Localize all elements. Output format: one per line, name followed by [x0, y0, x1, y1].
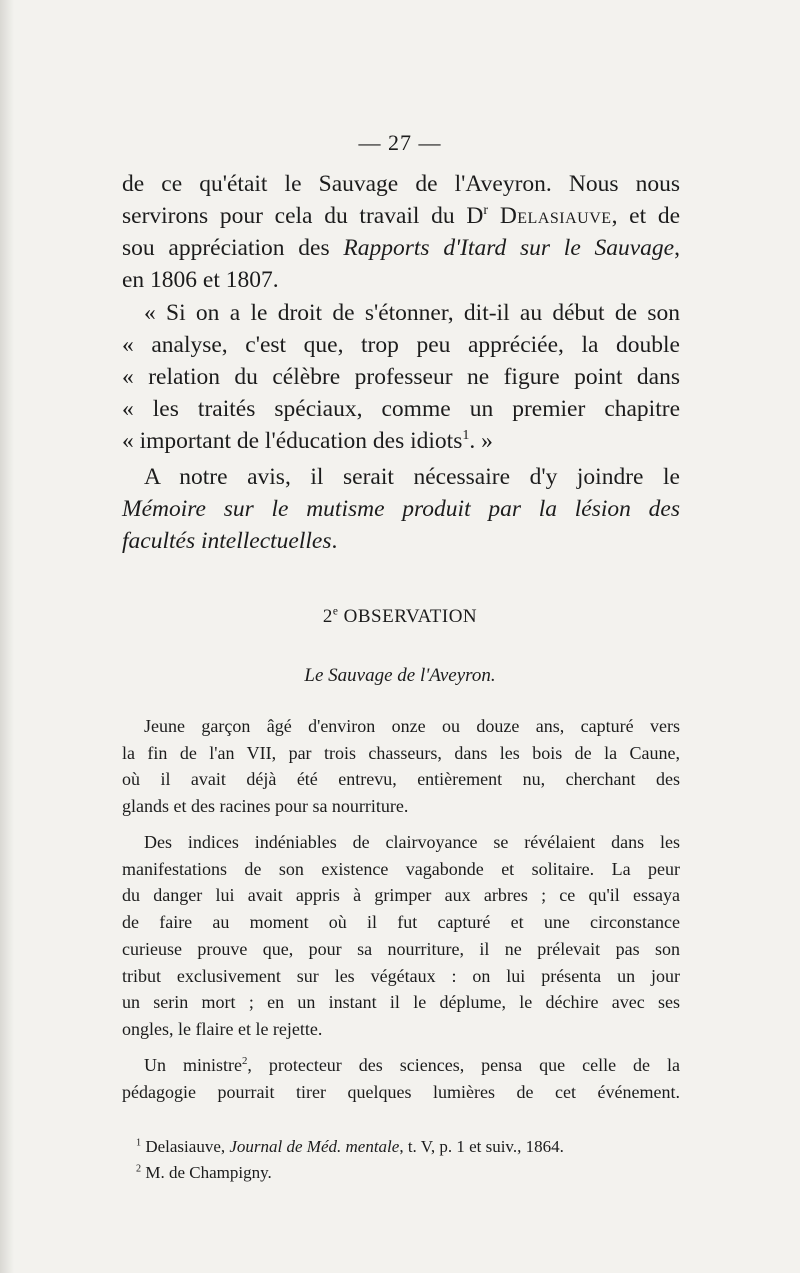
- footnote-ref: 2: [241, 1055, 248, 1067]
- paragraph-opinion: [122, 461, 680, 557]
- text-line: Un ministre$^2$, protecteur des sciences, pensa que celle de la: [144, 1055, 680, 1075]
- section-heading: 2e OBSERVATION: [322, 605, 478, 627]
- paragraph-capture: [122, 713, 680, 820]
- text-line: ongles, le flaire et le rejette.: [122, 1018, 323, 1039]
- text-line: pédagogie pourrait tirer quelques lumières de cet événement.: [122, 1081, 680, 1102]
- text-line: la fin de l'an VII, par trois chasseurs, dans les bois de la Caune,: [122, 742, 680, 763]
- text-line: où il avait déjà été entrevu, entièrement nu, cherchant des: [122, 769, 680, 790]
- page-edge-shadow: [0, 0, 14, 1273]
- work-title: Rapports d'Itard sur le Sauvage: [343, 235, 675, 261]
- text-line: curieuse prouve que, pour sa nourriture, il ne prélevait pas son: [122, 938, 680, 959]
- quotation: [122, 297, 680, 457]
- text-line: manifestations de son existence vagabonde et solitaire. La peur: [122, 858, 680, 879]
- text-line: sou appréciation des Rapports d'Itard sur le Sauvage,: [122, 235, 680, 261]
- text-line: A notre avis, il serait nécessaire d'y joindre le: [144, 464, 680, 490]
- text-line: de ce qu'était le Sauvage de l'Aveyron. Nous nous: [122, 171, 680, 197]
- footnote: $^1$ Delasiauve, Journal de Méd. mentale, t. V, p. 1 et suiv., 1864.: [136, 1137, 564, 1156]
- author-name: Delasiauve: [499, 203, 612, 229]
- text-line: un serin mort ; en un instant il le déplume, le déchire avec ses: [122, 992, 680, 1013]
- quote-line: « les traités spéciaux, comme un premier chapitre: [122, 396, 680, 422]
- paragraph-clairvoyance: [122, 829, 680, 1043]
- text-line: tribut exclusivement sur les végétaux : on lui présenta un jour: [122, 965, 680, 986]
- section-subheading: Le Sauvage de l'Aveyron.: [304, 665, 496, 686]
- text-line: Jeune garçon âgé d'environ onze ou douze ans, capturé vers: [144, 716, 680, 736]
- quote-line: « Si on a le droit de s'étonner, dit-il au début de son: [144, 300, 680, 326]
- quote-line: « relation du célèbre professeur ne figure point dans: [122, 364, 680, 390]
- quote-line: « analyse, c'est que, trop peu appréciée, la double: [122, 332, 680, 358]
- text-line: Des indices indéniables de clairvoyance se révélaient dans les: [144, 832, 680, 852]
- text-line: facultés intellectuelles.: [122, 528, 338, 554]
- paragraph-intro: [122, 168, 680, 296]
- text-line: en 1806 et 1807.: [122, 267, 279, 293]
- text-line: servirons pour cela du travail du $D^r$ Delasiauve, et de: [122, 202, 681, 229]
- text-line: du danger lui avait appris à grimper aux arbres ; ce qu'il essaya: [122, 885, 680, 906]
- text-line: de faire au moment où il fut capturé et une circonstance: [122, 912, 680, 933]
- quote-line: « important de l'éducation des idiots$^1$. »: [122, 427, 493, 454]
- footnote: $^2$ M. de Champigny.: [136, 1163, 272, 1182]
- paragraph-minister: [122, 1052, 680, 1105]
- text-line: Mémoire sur le mutisme produit par la lésion des: [122, 496, 680, 522]
- footnote-ref: 1: [462, 427, 470, 444]
- page-number: — 27 —: [358, 130, 442, 155]
- text-line: glands et des racines pour sa nourriture.: [122, 796, 409, 817]
- footnotes: [136, 1134, 564, 1186]
